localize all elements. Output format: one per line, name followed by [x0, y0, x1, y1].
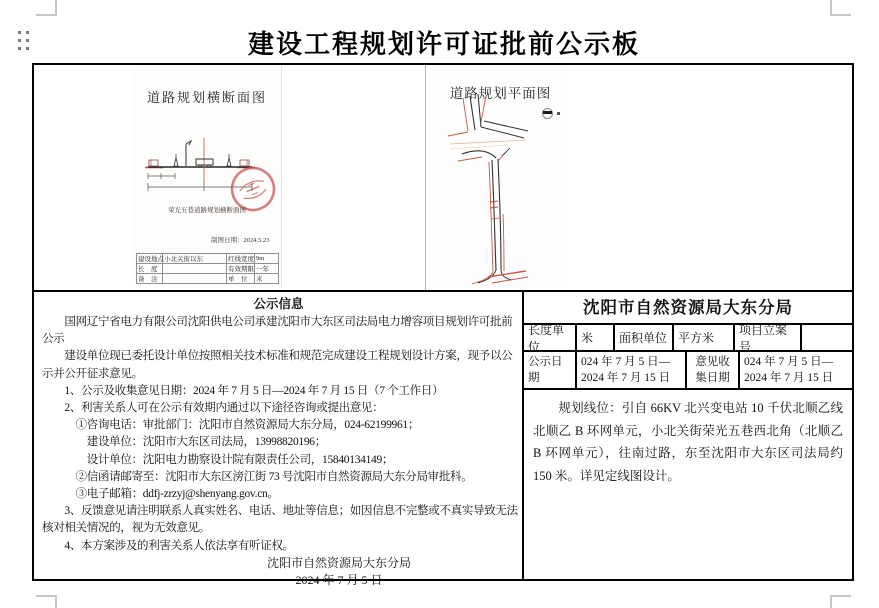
notice-line: 公示: [42, 333, 65, 346]
info-value: 一年: [255, 264, 279, 274]
info-value: [163, 264, 227, 274]
notice-line: 4、本方案涉及的利害关系人依法享有听证权。: [42, 539, 294, 552]
public-notice-section: [34, 292, 522, 587]
notice-date-label: 公示日期: [524, 352, 577, 388]
collect-date-value: 024 年 7 月 5 日— 2024 年 7 月 15 日: [744, 356, 834, 384]
area-unit-label: 面积单位: [615, 325, 674, 350]
info-value: [163, 274, 227, 284]
info-value: 9m: [255, 254, 279, 264]
notice-line: ②信函请邮寄至：沈阳市大东区滂江街 73 号沈阳市自然资源局大东分局审批科。: [42, 470, 473, 483]
page-corner-mark-bottom-right: [830, 595, 851, 608]
notice-board-table: [32, 63, 854, 587]
cross-section-scan: [133, 66, 282, 287]
area-unit-value: 平方米: [674, 325, 735, 350]
page-corner-mark-top-left: [36, 0, 57, 16]
notice-line: ③电子邮箱：ddfj-zrzyj@shenyang.gov.cn。: [42, 488, 279, 501]
length-unit-label: 长度单位: [524, 325, 577, 350]
notice-line: ①咨询电话：审批部门：沈阳市自然资源局大东分局，024-62199961；: [42, 419, 420, 432]
drawing-date: 制图日期：2024.5.23: [211, 237, 270, 244]
notice-line: 建设单位现已委托设计单位按照相关技术标准和规范完成建设工程规划设计方案，现予以公: [42, 350, 513, 363]
notice-line: 3、反馈意见请注明联系人真实姓名、电话、地址等信息；如因信息不完整或不真实导致无法: [42, 505, 518, 518]
date-row: [524, 352, 852, 390]
notice-line: 1、公示及收集意见日期：2024 年 7 月 5 日—2024 年 7 月 15 日（7 个工作日）: [42, 384, 444, 397]
notice-title: 公示信息: [253, 297, 304, 311]
info-value: 小北关街以东: [163, 254, 227, 264]
info-label: 备 注: [137, 274, 163, 284]
plan-view-title: 道路规划平面图: [449, 86, 552, 101]
info-label: 建设地点: [137, 254, 163, 264]
notice-line: 建设单位：沈阳市大东区司法局，13998820196；: [42, 436, 326, 449]
plan-view-scan: [430, 66, 571, 285]
page-corner-mark-top-right: [830, 0, 851, 16]
notice-line: 国网辽宁省电力有限公司沈阳供电公司承建沈阳市大东区司法局电力增容项目规划许可批前: [42, 316, 513, 328]
collect-date-label: 意见收 集日期: [687, 352, 740, 388]
info-value: 米: [255, 274, 279, 284]
road-plan-drawing: [448, 94, 563, 284]
notice-date-value: 024 年 7 月 5 日— 2024 年 7 月 15 日: [577, 352, 687, 388]
cross-section-caption: 荣光五巷道路规划横断面图: [168, 207, 246, 214]
table-move-handle-icon[interactable]: [18, 31, 29, 50]
unit-row: [524, 322, 852, 354]
info-label: 单 位: [227, 274, 255, 284]
cross-section-title: 道路规划横断面图: [146, 90, 267, 105]
notice-line: 2、利害关系人可在公示有效期内通过以下途径咨询或提出意见：: [42, 402, 384, 415]
top-cell-divider: [425, 65, 426, 290]
notice-line: 示并公开征求意见。: [42, 367, 143, 380]
page-corner-mark-bottom-left: [36, 595, 57, 608]
info-label: 红线宽度: [227, 254, 255, 264]
signature-authority: 沈阳市自然资源局大东分局: [266, 555, 411, 570]
length-unit-value: 米: [577, 325, 615, 350]
signature-block: [214, 555, 464, 589]
cross-section-info-table: [136, 253, 279, 284]
info-label: 有效期限: [227, 264, 255, 274]
signature-date: 2024 年 7 月 5 日: [295, 572, 383, 587]
authority-header: 沈阳市自然资源局大东分局: [524, 292, 852, 325]
page-title: 建设工程规划许可证批前公示板: [247, 30, 640, 59]
case-number-label: 项目立案号: [735, 325, 802, 350]
case-number-value: [802, 325, 852, 350]
notice-line: 核对相关情况的，视为无效意见。: [42, 522, 210, 535]
info-label: 长 度: [137, 264, 163, 274]
authority-panel: [524, 292, 852, 579]
notice-line: 设计单位：沈阳电力勘察设计院有限责任公司，15840134149；: [42, 453, 394, 466]
route-description: 规划线位：引自 66KV 北兴变电站 10 千伏北顺乙线北顺乙 B 环网单元，小北关街荣光五巷西北角（北顺乙 B 环网单元），往南过路，东至沈阳市大东区司法局约 150 米。详见定线图设计。: [533, 401, 843, 483]
